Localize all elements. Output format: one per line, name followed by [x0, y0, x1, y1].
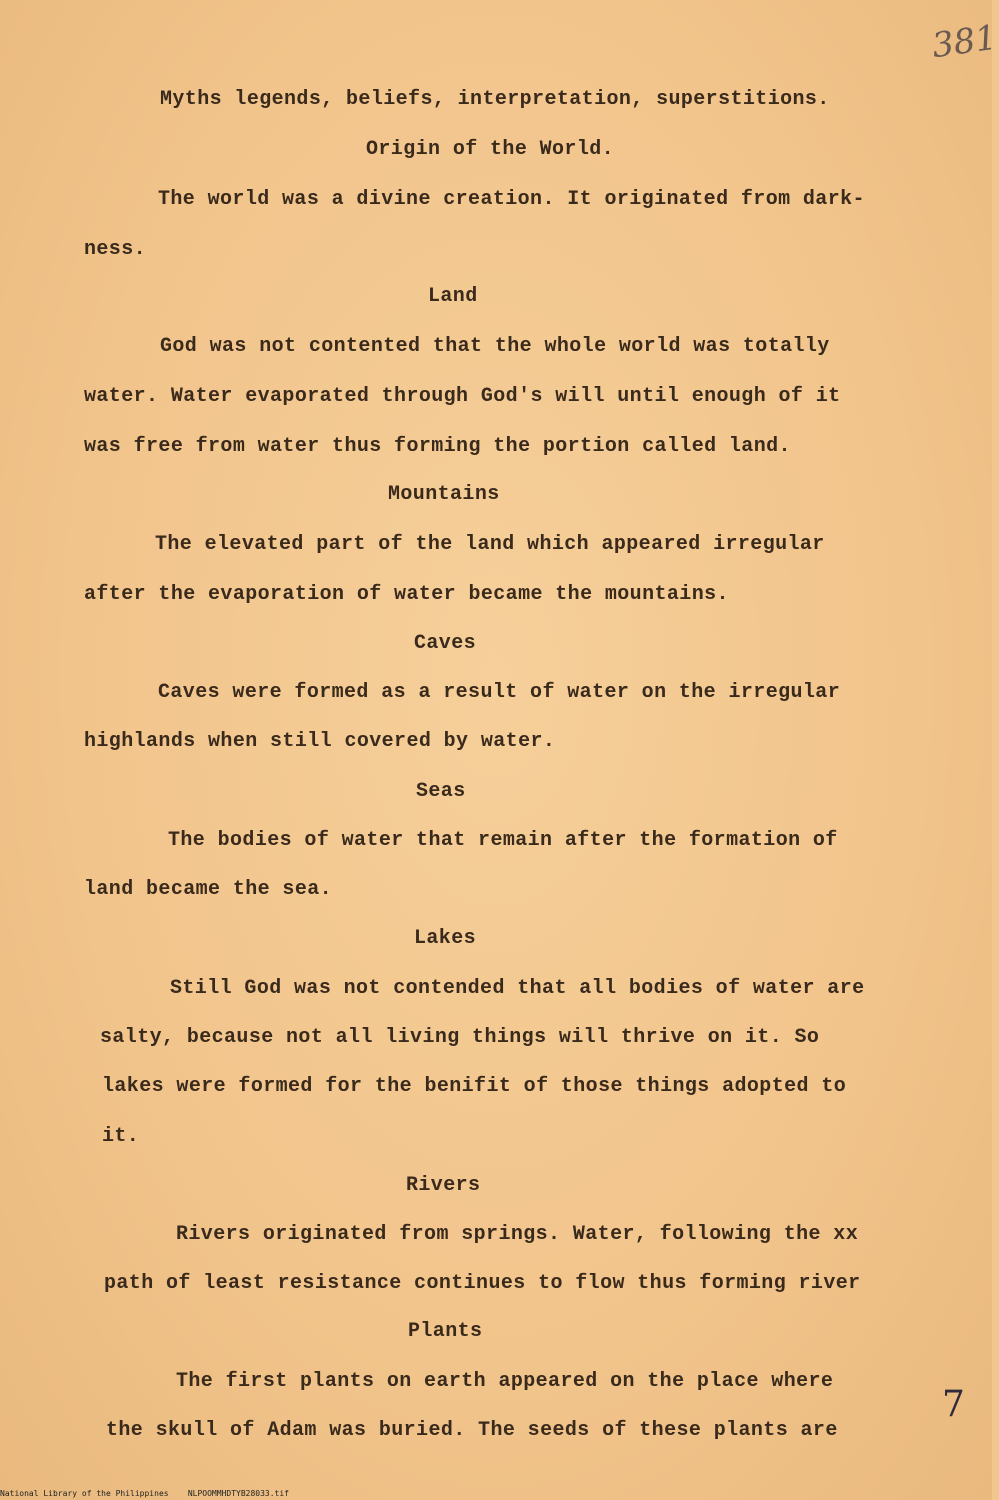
text-line: The bodies of water that remain after the formation of — [168, 829, 838, 852]
footer-filename: NLPOOMMHDTYB28033.tif — [187, 1489, 289, 1498]
document-title: Myths legends, beliefs, interpretation, superstitions. — [160, 88, 830, 111]
subheading-seas: Seas — [416, 780, 466, 803]
subheading-plants: Plants — [408, 1320, 483, 1343]
subheading-lakes: Lakes — [414, 927, 477, 950]
text-line: The first plants on earth appeared on the place where — [176, 1370, 834, 1393]
subheading-land: Land — [428, 285, 478, 308]
subheading-rivers: Rivers — [406, 1174, 481, 1197]
text-line: it. — [102, 1125, 140, 1148]
text-line: God was not contented that the whole world was totally — [160, 335, 830, 358]
text-line: path of least resistance continues to flow thus forming river — [104, 1272, 861, 1295]
text-line: The elevated part of the land which appeared irregular — [155, 533, 825, 556]
text-line: salty, because not all living things will thrive on it. So — [100, 1026, 820, 1049]
text-line: Caves were formed as a result of water on the irregular — [158, 681, 841, 704]
subheading-caves: Caves — [414, 632, 477, 655]
text-line: highlands when still covered by water. — [84, 730, 556, 753]
handwritten-page-number: 381 — [929, 17, 999, 67]
text-line: lakes were formed for the benifit of those things adopted to — [102, 1075, 847, 1098]
section-heading: Origin of the World. — [366, 138, 615, 161]
subheading-mountains: Mountains — [388, 483, 500, 506]
text-line: the skull of Adam was buried. The seeds of these plants are — [106, 1419, 838, 1442]
footer-source — [0, 1489, 289, 1498]
text-line: ness. — [84, 238, 147, 261]
footer-library: National Library of the Philippines — [0, 1489, 169, 1498]
text-line: land became the sea. — [84, 878, 333, 901]
text-line: was free from water thus forming the portion called land. — [84, 435, 791, 458]
text-line: Rivers originated from springs. Water, following the xx — [176, 1223, 859, 1246]
text-line: The world was a divine creation. It originated from dark- — [158, 188, 865, 211]
handwritten-side-mark: 7 — [942, 1384, 965, 1425]
text-line: water. Water evaporated through God's will until enough of it — [84, 385, 841, 408]
text-line: Still God was not contended that all bodies of water are — [170, 977, 865, 1000]
text-line: after the evaporation of water became the mountains. — [84, 583, 729, 606]
